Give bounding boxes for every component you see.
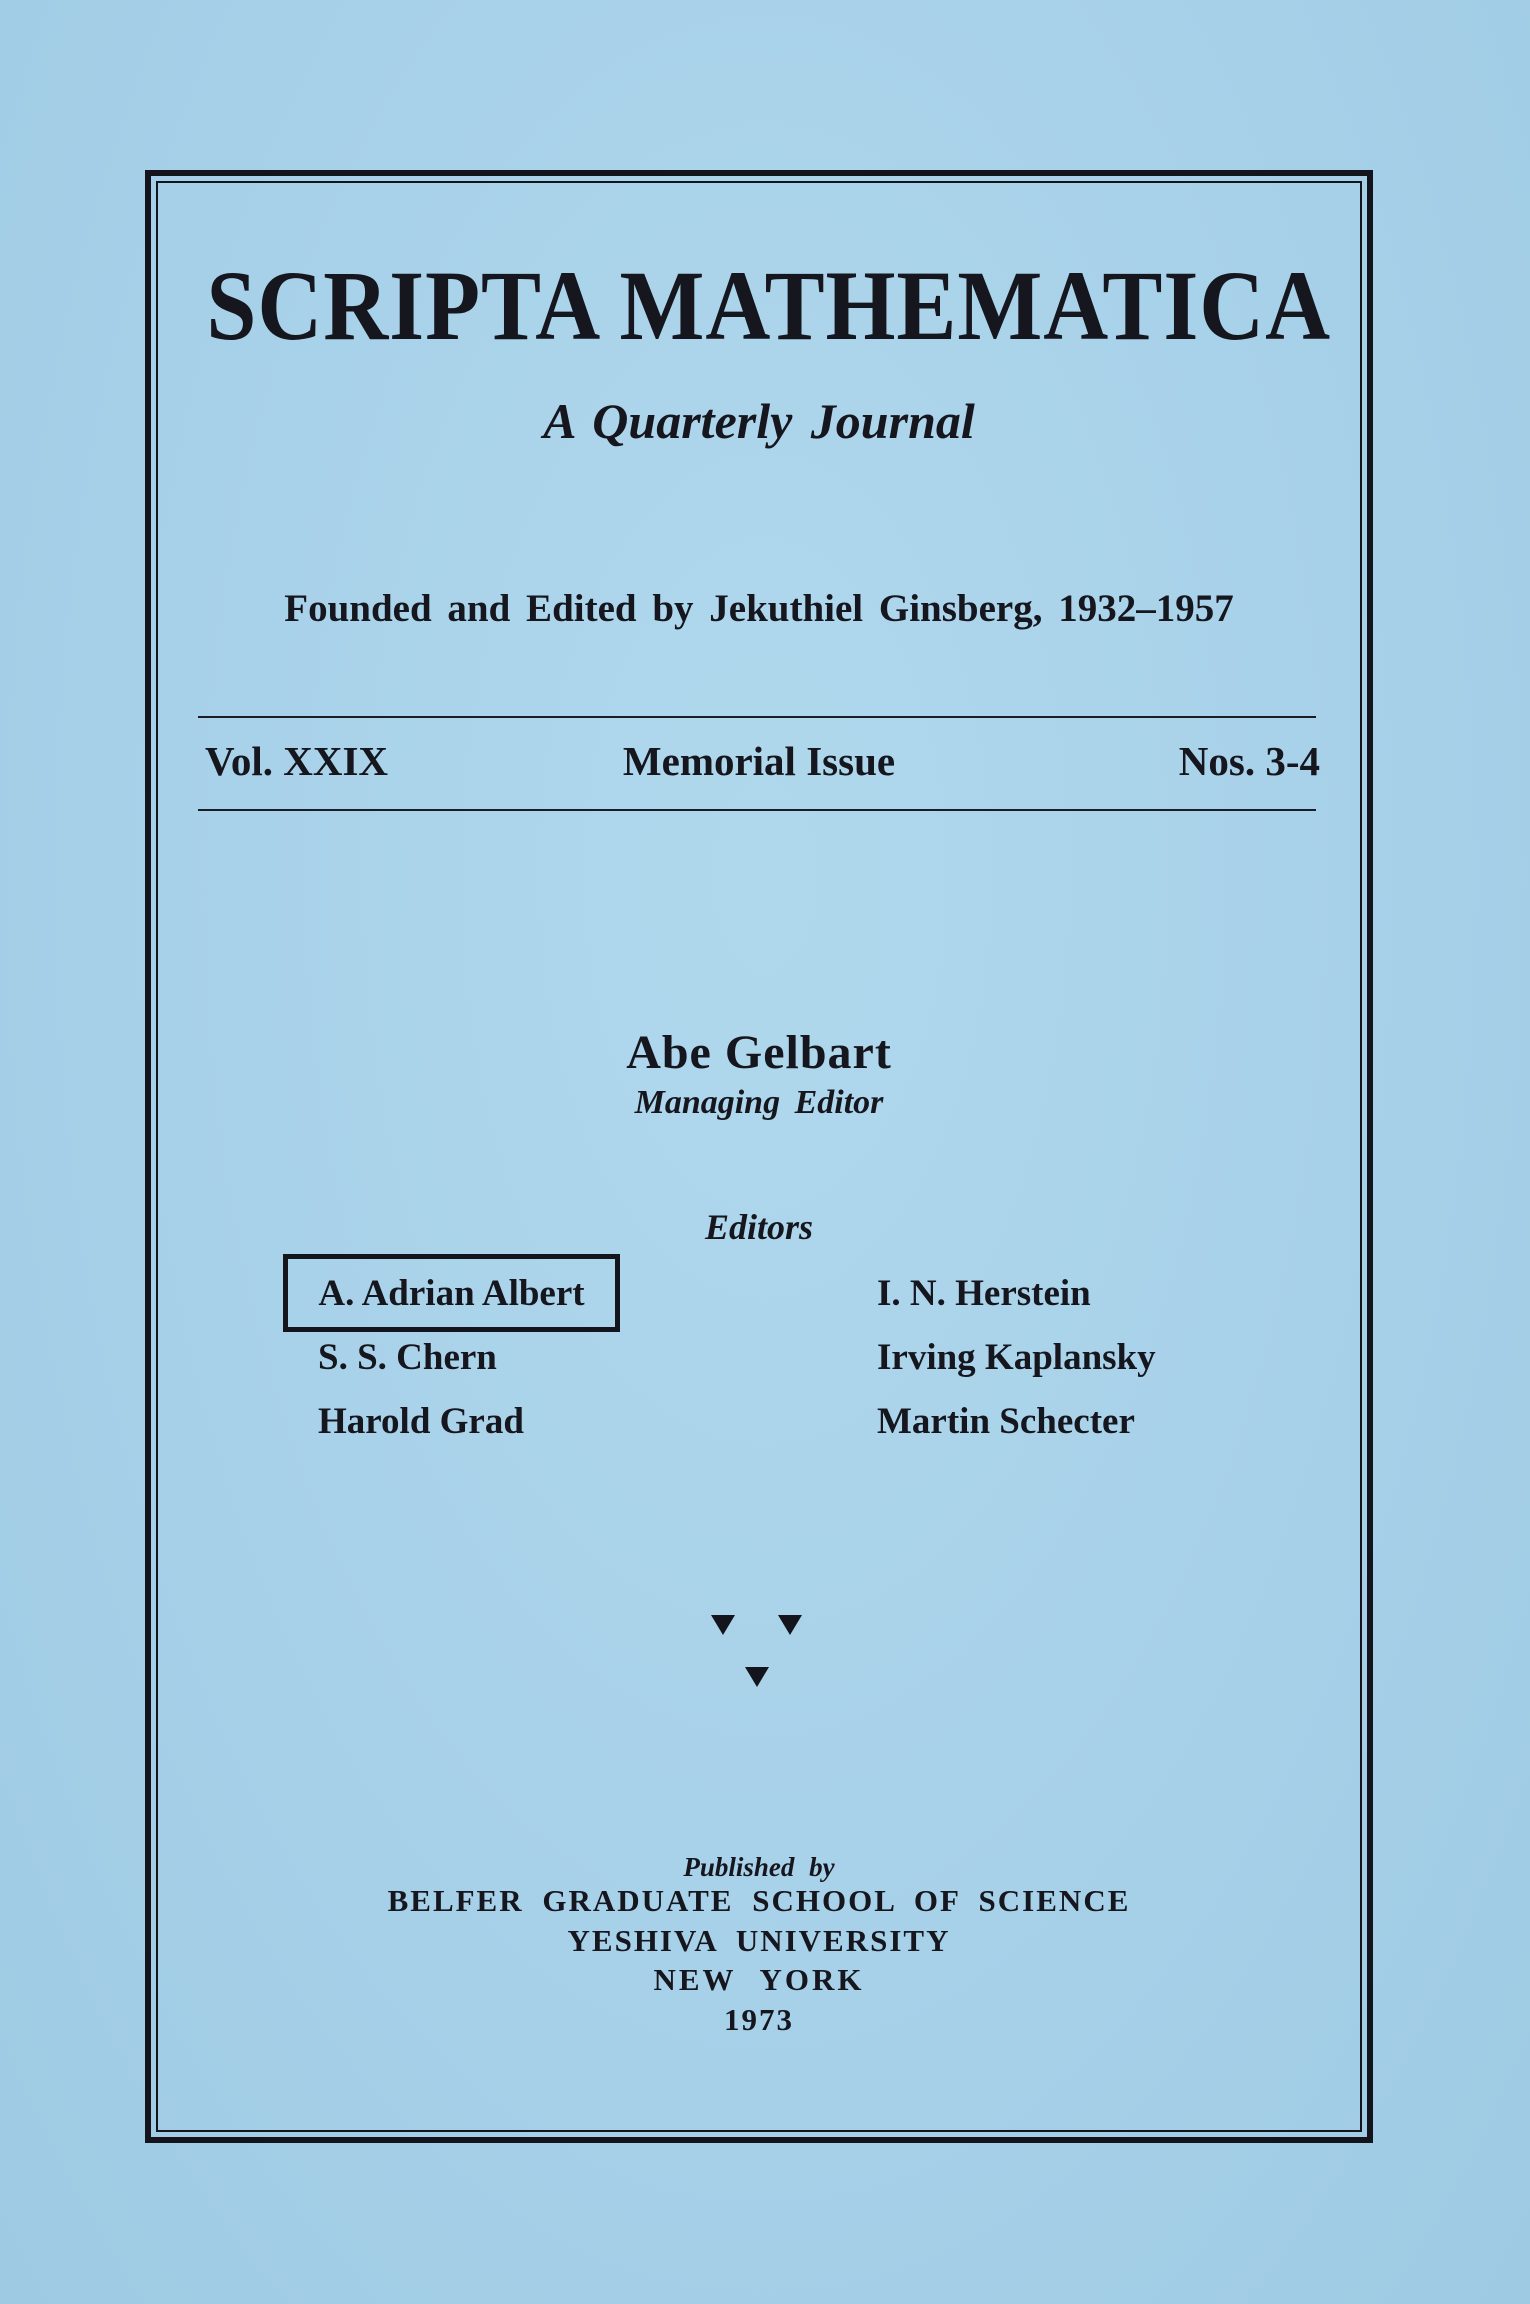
cover-frame-inner-border bbox=[156, 181, 1362, 2132]
editor-name-kaplansky: Irving Kaplansky bbox=[877, 1337, 1156, 1378]
founded-line: Founded and Edited by Jekuthiel Ginsberg, 1932–1957 bbox=[284, 587, 1234, 630]
editor-name-herstein: I. N. Herstein bbox=[877, 1273, 1091, 1314]
publication-year: 1973 bbox=[724, 2002, 794, 2037]
volume-label: Vol. XXIX bbox=[205, 738, 389, 784]
triangle-down-icon bbox=[711, 1615, 735, 1635]
editor-name-albert: A. Adrian Albert bbox=[318, 1272, 585, 1314]
editor-name-grad: Harold Grad bbox=[318, 1401, 524, 1442]
triangle-down-icon bbox=[778, 1615, 802, 1635]
triangle-down-icon bbox=[745, 1667, 769, 1687]
editors-heading: Editors bbox=[704, 1207, 814, 1247]
managing-editor-name: Abe Gelbart bbox=[626, 1026, 892, 1079]
divider-rule-top bbox=[198, 716, 1316, 718]
journal-title: SCRIPTA MATHEMATICA bbox=[206, 250, 1332, 361]
publisher-university: YESHIVA UNIVERSITY bbox=[567, 1923, 951, 1958]
journal-subtitle: A Quarterly Journal bbox=[543, 393, 975, 449]
issue-numbers: Nos. 3-4 bbox=[1178, 738, 1320, 784]
divider-rule-bottom bbox=[198, 809, 1316, 811]
issue-title: Memorial Issue bbox=[622, 738, 896, 784]
editor-name-schecter: Martin Schecter bbox=[877, 1401, 1135, 1442]
managing-editor-role: Managing Editor bbox=[634, 1084, 884, 1121]
memorial-box bbox=[283, 1254, 620, 1332]
published-by-label: Published by bbox=[683, 1852, 835, 1882]
publisher-city: NEW YORK bbox=[653, 1962, 865, 1997]
editor-name-chern: S. S. Chern bbox=[318, 1337, 497, 1378]
publisher-school: BELFER GRADUATE SCHOOL OF SCIENCE bbox=[387, 1883, 1131, 1918]
cover-frame-outer-border bbox=[145, 170, 1373, 2143]
